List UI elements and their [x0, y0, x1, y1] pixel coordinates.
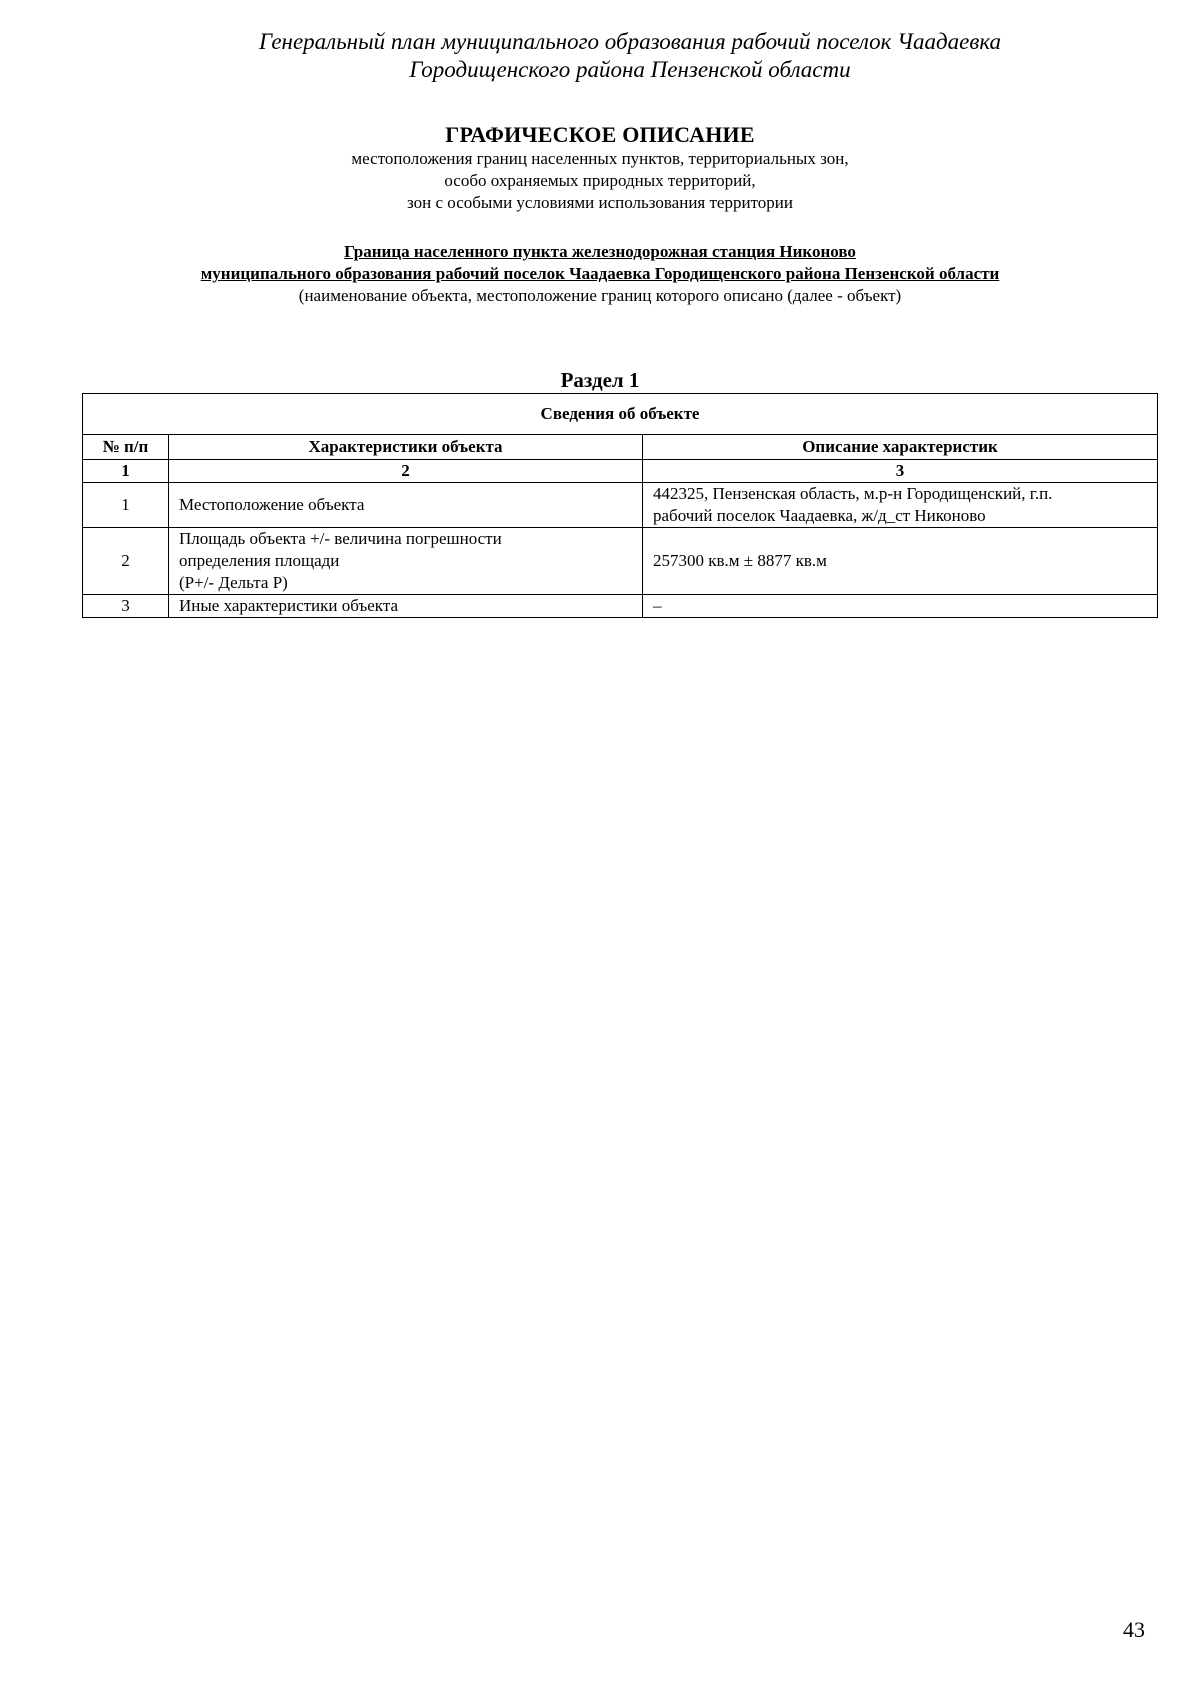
row-description: [643, 528, 1158, 595]
header-description: Описание характеристик: [643, 435, 1158, 460]
characteristic-line: (P+/- Дельта P): [179, 573, 288, 592]
row-description: [643, 483, 1158, 528]
header-line-2: Городищенского района Пензенской области: [409, 57, 851, 82]
header-characteristic: Характеристики объекта: [169, 435, 643, 460]
column-number: 1: [83, 460, 169, 483]
row-number: 1: [83, 483, 169, 528]
document-title: ГРАФИЧЕСКОЕ ОПИСАНИЕ: [445, 122, 755, 147]
row-number: 3: [83, 595, 169, 618]
characteristic-line: Иные характеристики объекта: [179, 596, 399, 615]
section-title: Раздел 1: [560, 368, 640, 392]
object-name-line-2: муниципального образования рабочий поселок Чаадаевка Городищенского района Пензенской области: [200, 264, 1000, 283]
row-characteristic: [169, 483, 643, 528]
table-row: [83, 528, 1158, 595]
table-row: [83, 595, 1158, 618]
characteristic-line: Местоположение объекта: [179, 495, 365, 514]
description-line: –: [653, 596, 662, 615]
characteristic-line: определения площади: [179, 551, 340, 570]
description-line: рабочий поселок Чаадаевка, ж/д_ст Никоново: [653, 506, 986, 525]
page-header: [0, 28, 1200, 84]
document-subtitle-line-2: особо охраняемых природных территорий,: [444, 171, 756, 190]
characteristic-line: Площадь объекта +/- величина погрешности: [179, 529, 502, 548]
object-name-block: [0, 241, 1200, 307]
header-line-1: Генеральный план муниципального образования рабочий поселок Чаадаевка: [258, 29, 1002, 54]
row-number: 2: [83, 528, 169, 595]
header-number: № п/п: [83, 435, 169, 460]
column-number: 3: [643, 460, 1158, 483]
object-info-table: [82, 393, 1158, 618]
table-caption-row: [83, 394, 1158, 435]
table-row: [83, 483, 1158, 528]
object-name-note: (наименование объекта, местоположение границ которого описано (далее - объект): [298, 286, 902, 305]
table-header-row: [83, 435, 1158, 460]
row-characteristic: [169, 528, 643, 595]
page-number: 43: [1123, 1617, 1145, 1642]
table-caption: Сведения об объекте: [83, 394, 1158, 435]
row-characteristic: [169, 595, 643, 618]
document-subtitle-line-3: зон с особыми условиями использования территории: [407, 193, 793, 212]
description-line: 442325, Пензенская область, м.р-н Городищенский, г.п.: [653, 484, 1053, 503]
document-heading: [0, 122, 1200, 214]
document-subtitle-line-1: местоположения границ населенных пунктов, территориальных зон,: [351, 149, 849, 168]
object-name-line-1: Граница населенного пункта железнодорожная станция Никоново: [344, 242, 856, 261]
column-number: 2: [169, 460, 643, 483]
description-line: 257300 кв.м ± 8877 кв.м: [653, 551, 827, 570]
row-description: [643, 595, 1158, 618]
column-number-row: [83, 460, 1158, 483]
